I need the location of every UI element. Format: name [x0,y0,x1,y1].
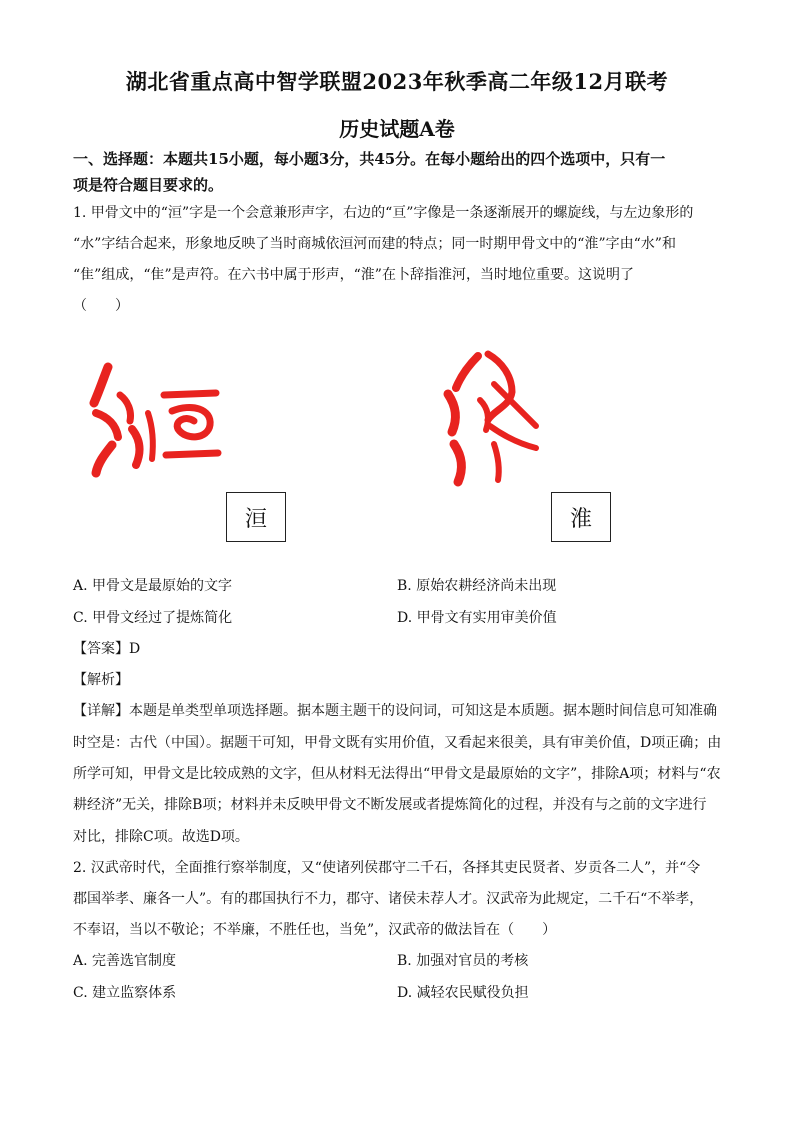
figure-label-huan: 洹 [226,492,286,542]
q1-option-a[interactable]: A. 甲骨文是最原始的文字 [73,578,233,594]
oracle-glyph-huai-image [432,348,550,490]
q2-option-d[interactable]: D. 减轻农民赋役负担 [397,985,529,1001]
q1-stem-line-1: 1. 甲骨文中的“洹”字是一个会意兼形声字，右边的“亘”字像是一条逐渐展开的螺旋线，与左边象形的 [73,205,694,221]
q1-option-c[interactable]: C. 甲骨文经过了提炼简化 [73,610,233,626]
q2-option-b[interactable]: B. 加强对官员的考核 [397,953,529,969]
q1-analysis-label: 【解析】 [73,672,129,688]
q1-stem-line-3: “隹”组成，“隹”是声符。在六书中属于形声，“淮”在卜辞指淮河，当时地位重要。这说明了 [73,267,634,283]
q1-detail-line-4: 耕经济”无关，排除B项；材料并未反映甲骨文不断发展或者提炼简化的过程，并没有与之前的文字进行 [73,797,707,813]
oracle-glyph-huan-image [82,355,232,480]
q2-stem-line-1: 2. 汉武帝时代，全面推行察举制度，又“使诸列侯郡守二千石，各择其吏民贤者、岁贡各二人”，并“令 [73,860,701,876]
q2-stem-line-3: 不奉诏，当以不敬论；不举廉，不胜任也，当免”，汉武帝的做法旨在（ ） [73,922,557,938]
section-instruction-line-2: 项是符合题目要求的。 [73,176,224,194]
q2-stem-line-2: 郡国举孝、廉各一人”。有的郡国执行不力，郡守、诸侯未荐人才。汉武帝为此规定，二千石“不举孝， [73,891,704,907]
q2-option-c[interactable]: C. 建立监察体系 [73,985,177,1001]
q1-detail-text-1: 本题是单类型单项选择题。据本题主题干的设问词，可知这是本质题。据本题时间信息可知准确 [129,703,717,719]
q1-answer: 【答案】D [73,641,141,657]
q1-option-b[interactable]: B. 原始农耕经济尚未出现 [397,578,557,594]
exam-subtitle: 历史试题A卷 [339,117,455,141]
q1-stem-line-2: “水”字结合起来，形象地反映了当时商城依洹河而建的特点；同一时期甲骨文中的“淮”字由“水”和 [73,236,676,252]
q1-detail-tag: 【详解】 [73,703,129,719]
figure-label-huai: 淮 [551,492,611,542]
q1-detail-line-3: 所学可知，甲骨文是比较成熟的文字，但从材料无法得出“甲骨文是最原始的文字”，排除A项；材料与“农 [73,766,721,782]
q1-detail-line-1 [73,700,733,720]
q1-detail-line-5: 对比，排除C项。故选D项。 [73,829,249,845]
q1-stem-line-4: （ ） [73,298,129,314]
q2-option-a[interactable]: A. 完善选官制度 [73,953,177,969]
section-instruction-line-1: 一、选择题：本题共15小题，每小题3分，共45分。在每小题给出的四个选项中，只有一 [73,150,666,168]
q1-detail-line-2: 时空是：古代（中国）。据题干可知，甲骨文既有实用价值，又看起来很美，具有审美价值，D项正确；由 [73,735,722,751]
q1-option-d[interactable]: D. 甲骨文有实用审美价值 [397,610,557,626]
exam-title: 湖北省重点高中智学联盟2023年秋季高二年级12月联考 [125,69,669,94]
